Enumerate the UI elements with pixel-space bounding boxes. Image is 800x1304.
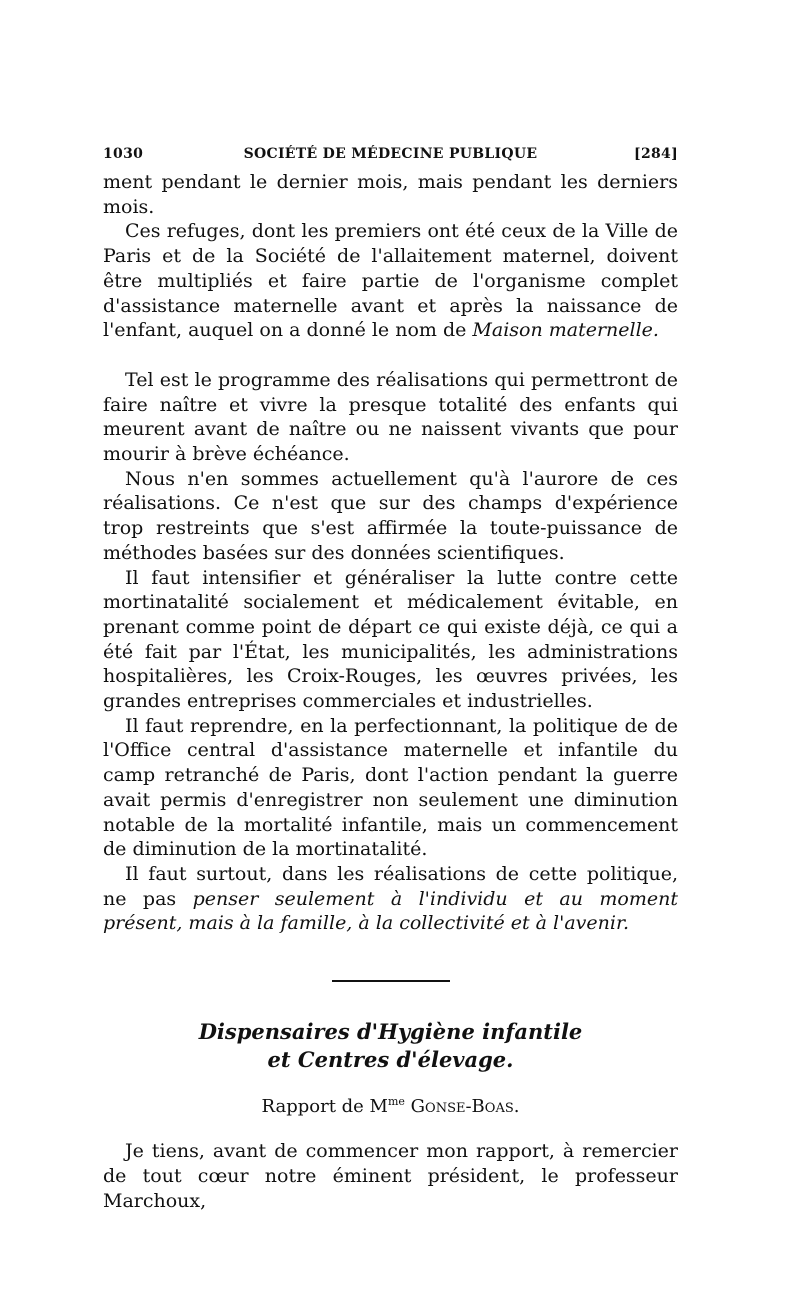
- document-page: [103, 140, 678, 1213]
- paragraph-surtout-text: Il faut surtout, dans les réalisations de cette politique, ne pas: [103, 862, 678, 910]
- main-text: [103, 170, 678, 936]
- section-title: [103, 1018, 678, 1074]
- paragraph-programme: Tel est le programme des réalisations qui permettront de faire naître et vivre la presque totalité des enfants qui meurent avant de naître ou ne naissent vivants que pour mourir à brève échéance.: [103, 368, 678, 466]
- bracket-page-number: [284]: [634, 146, 678, 162]
- report-paragraph: Je tiens, avant de commencer mon rapport, à remercier de tout cœur notre éminent président, le professeur Marchoux,: [103, 1140, 678, 1212]
- maison-maternelle-italic: Maison maternelle.: [472, 319, 659, 342]
- report-author: Gonse-Boas.: [410, 1096, 520, 1118]
- paragraph-continued: ment pendant le dernier mois, mais pendant les derniers mois.: [103, 171, 678, 218]
- section-title-line2: et Centres d'élevage.: [267, 1047, 514, 1073]
- section-title-line1: Dispensaires d'Hygiène infantile: [198, 1019, 583, 1045]
- report-title-superscript: me: [387, 1095, 405, 1109]
- paragraph-surtout: [103, 862, 678, 936]
- page-number: 1030: [103, 146, 144, 162]
- journal-title: SOCIÉTÉ DE MÉDECINE PUBLIQUE: [243, 146, 538, 162]
- paragraph-aurore: Nous n'en sommes actuellement qu'à l'aurore de ces réalisations. Ce n'est que sur des champs d'expérience trop restreints que s'est affirmée la toute-puissance de méthodes basées sur des données scientifiques.: [103, 467, 678, 564]
- running-head: [103, 140, 678, 170]
- paragraph-reprendre: Il faut reprendre, en la perfectionnant, la politique de de l'Office central d'assistance maternelle et infantile du camp retranché de Paris, dont l'action pendant la guerre avait permis d'enregistrer non seulement une diminution notable de la mortalité infantile, mais un commencement de diminution de la mortinatalité.: [103, 714, 678, 861]
- paragraph-refuges: [103, 219, 678, 343]
- paragraph-intensifier: Il faut intensifier et généraliser la lutte contre cette mortinatalité socialement et médicalement évitable, en prenant comme point de départ ce qui existe déjà, ce qui a été fait par l'État, les municipalités, les administrations hospitalières, les Croix-Rouges, les œuvres privées, les grandes entreprises commerciales et industrielles.: [103, 566, 678, 713]
- report-byline: [103, 1090, 678, 1119]
- report-text: [103, 1139, 678, 1213]
- paragraph-surtout-italic: penser seulement à l'individu et au moment présent, mais à la famille, à la collectivité et à l'avenir.: [103, 887, 678, 935]
- report-prefix: Rapport de M: [261, 1096, 388, 1118]
- paragraph-refuges-text: Ces refuges, dont les premiers ont été ceux de la Ville de Paris et de la Société de l'allaitement maternel, doivent être multipliés et faire partie de l'organisme complet d'assistance maternelle avant et après la naissance de l'enfant, auquel on a donné le nom de: [103, 220, 678, 342]
- section-divider: [332, 980, 450, 982]
